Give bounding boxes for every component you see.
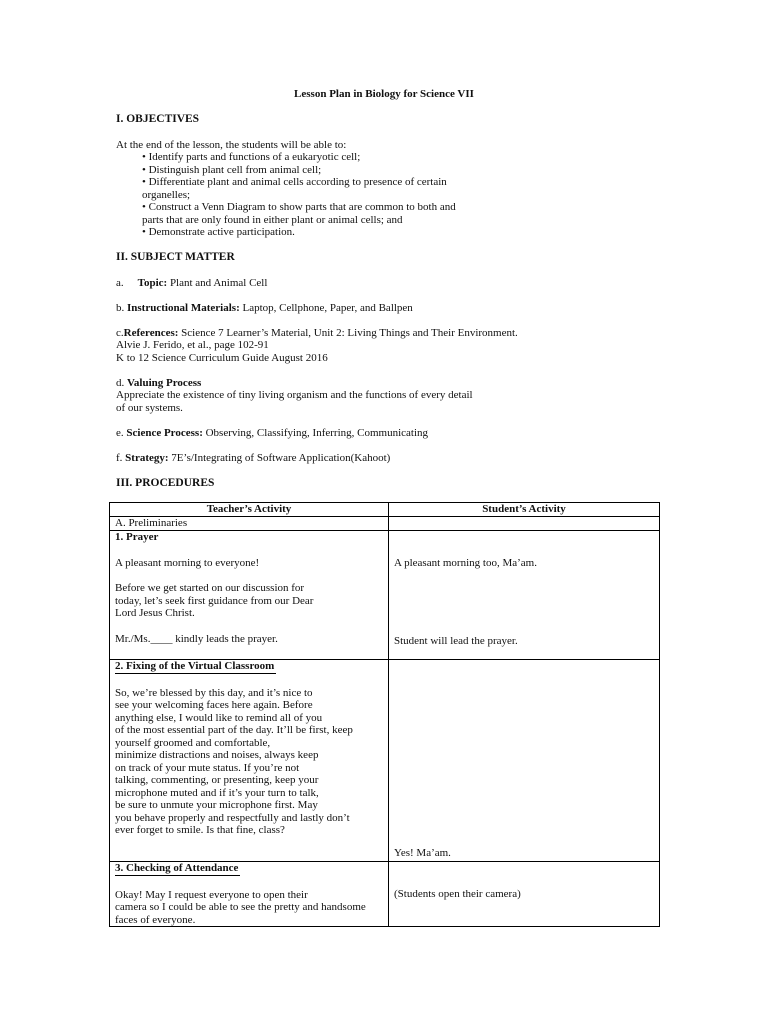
fixing-text: yourself groomed and comfortable,: [115, 736, 271, 749]
attendance-title: 3. Checking of Attendance: [115, 862, 239, 874]
fixing-text: So, we’re blessed by this day, and it’s nice to: [115, 686, 313, 699]
prayer-teacher-cell: [110, 531, 389, 660]
objective-item: • Identify parts and functions of a eukaryotic cell;: [142, 151, 361, 163]
references-label: References:: [123, 327, 179, 339]
valuing-line: [116, 377, 201, 390]
fixing-text: minimize distractions and noises, always keep: [115, 749, 319, 761]
valuing-prefix: d.: [116, 377, 125, 389]
page-title: Lesson Plan in Biology for Science VII: [294, 88, 474, 100]
attendance-text: camera so I could be able to see the pretty and handsome: [115, 901, 366, 913]
attendance-student-action: (Students open their camera): [394, 888, 521, 900]
references-line-3: K to 12 Science Curriculum Guide August 2016: [116, 352, 328, 364]
topic-value: Plant and Animal Cell: [169, 277, 268, 289]
fixing-text: see your welcoming faces here again. Before: [115, 699, 313, 711]
prayer-text: today, let’s seek first guidance from our Dear: [115, 594, 314, 607]
prayer-title: 1. Prayer: [115, 531, 159, 543]
topic-line: [116, 277, 267, 290]
objective-item: parts that are only found in either plant or animal cells; and: [142, 214, 403, 226]
valuing-text-2: of our systems.: [116, 402, 183, 414]
table-cell: [389, 517, 660, 531]
table-row: [110, 660, 660, 862]
attendance-text: Okay! May I request everyone to open their: [115, 888, 308, 901]
topic-label: Topic:: [137, 277, 168, 289]
prayer-student-action: Student will lead the prayer.: [394, 634, 518, 647]
prayer-greeting: A pleasant morning to everyone!: [115, 556, 260, 569]
attendance-student-cell: [389, 862, 660, 927]
subject-matter-heading: II. SUBJECT MATTER: [116, 251, 235, 263]
science-process-line: [116, 427, 428, 440]
science-label: Science Process:: [126, 427, 203, 439]
materials-line: [116, 302, 413, 315]
student-column-header: Student’s Activity: [389, 503, 660, 517]
table-row: [110, 862, 660, 927]
prayer-student-reply: A pleasant morning too, Ma’am.: [394, 557, 537, 569]
topic-prefix: a.: [116, 277, 124, 289]
fixing-student-reply: Yes! Ma’am.: [394, 846, 451, 859]
strategy-prefix: f.: [116, 452, 123, 464]
science-value: Observing, Classifying, Inferring, Communicating: [205, 427, 429, 439]
fixing-text: of the most essential part of the day. It’ll be first, keep: [115, 724, 353, 736]
objective-item: • Differentiate plant and animal cells according to presence of certain: [142, 176, 447, 188]
objectives-intro: At the end of the lesson, the students will be able to:: [116, 139, 347, 151]
prayer-student-cell: [389, 531, 660, 660]
materials-label: Instructional Materials:: [127, 302, 240, 314]
procedures-heading: III. PROCEDURES: [116, 477, 215, 489]
objectives-heading: I. OBJECTIVES: [116, 113, 200, 125]
attendance-text: faces of everyone.: [115, 913, 196, 926]
prayer-text: Before we get started on our discussion for: [115, 582, 305, 594]
prayer-text: Lord Jesus Christ.: [115, 607, 195, 619]
materials-prefix: b.: [116, 302, 125, 314]
references-prefix: c.: [116, 327, 124, 339]
fixing-text: ever forget to smile. Is that fine, class?: [115, 824, 285, 836]
references-value: Science 7 Learner’s Material, Unit 2: Living Things and Their Environment.: [181, 327, 518, 339]
attendance-teacher-cell: [110, 862, 389, 927]
fixing-text: talking, commenting, or presenting, keep your: [115, 774, 319, 786]
valuing-label: Valuing Process: [127, 377, 202, 389]
teacher-column-header: Teacher’s Activity: [110, 503, 389, 517]
materials-value: Laptop, Cellphone, Paper, and Ballpen: [242, 302, 413, 314]
table-row: [110, 531, 660, 660]
strategy-value: 7E’s/Integrating of Software Application(Kahoot): [171, 452, 391, 464]
references-line-2: Alvie J. Ferido, et al., page 102-91: [116, 339, 269, 351]
objective-item: organelles;: [142, 189, 191, 201]
fixing-student-cell: [389, 660, 660, 862]
strategy-label: Strategy:: [125, 452, 169, 464]
objective-item: • Construct a Venn Diagram to show parts that are common to both and: [142, 201, 456, 213]
procedures-table: [109, 502, 660, 927]
table-header-row: [110, 503, 660, 517]
fixing-teacher-cell: [110, 660, 389, 862]
objective-item: • Demonstrate active participation.: [142, 226, 295, 238]
objective-item: • Distinguish plant cell from animal cell;: [142, 164, 322, 176]
fixing-text: anything else, I would like to remind all of you: [115, 711, 323, 724]
fixing-title: 2. Fixing of the Virtual Classroom: [115, 660, 275, 672]
table-row: [110, 517, 660, 531]
fixing-text: microphone muted and if it’s your turn to talk,: [115, 786, 319, 799]
preliminaries-label: A. Preliminaries: [110, 517, 389, 531]
references-line: [116, 327, 518, 340]
fixing-text: you behave properly and respectfully and lastly don’t: [115, 811, 350, 824]
fixing-text: on track of your mute status. If you’re not: [115, 761, 300, 774]
prayer-request: Mr./Ms.____ kindly leads the prayer.: [115, 632, 278, 645]
science-prefix: e.: [116, 427, 124, 439]
fixing-text: be sure to unmute your microphone first. May: [115, 799, 318, 811]
strategy-line: [116, 452, 390, 465]
valuing-text-1: Appreciate the existence of tiny living organism and the functions of every detail: [116, 389, 473, 401]
